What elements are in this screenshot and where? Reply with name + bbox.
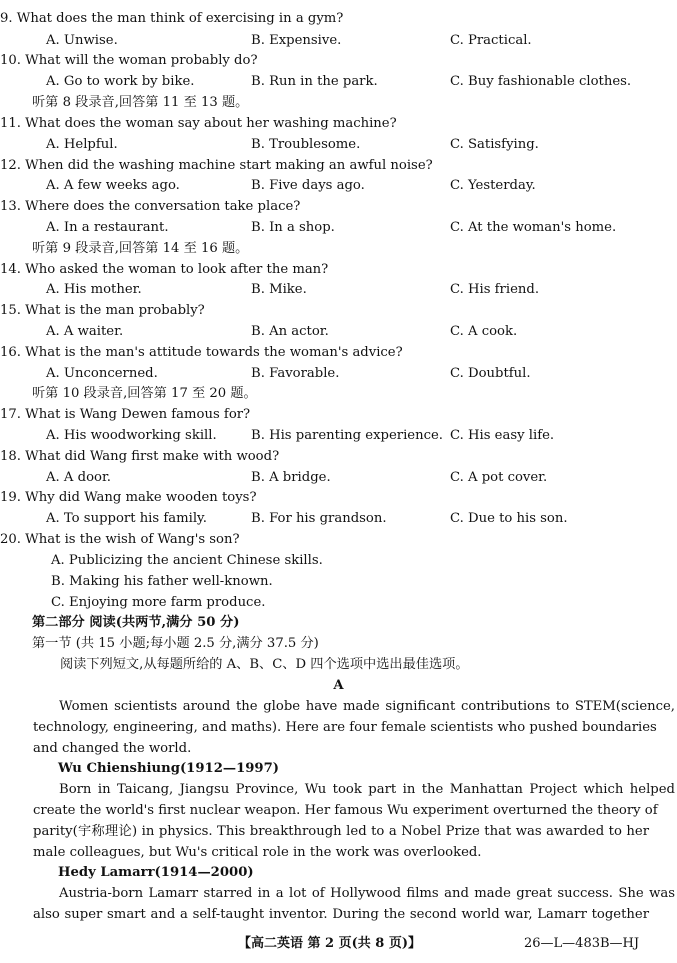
question-text: 11. What does the woman say about her washing machine? — [0, 116, 397, 131]
intro-line: Women scientists around the globe have made significant contributions to STEM(science, — [59, 699, 675, 714]
reading-instruction: 阅读下列短文,从每题所给的 A、B、C、D 四个选项中选出最佳选项。 — [60, 657, 469, 672]
question-9 — [0, 11, 677, 27]
question-16 — [0, 345, 677, 361]
question-10 — [0, 53, 677, 69]
options-9 — [0, 33, 677, 49]
option-b: B. For his grandson. — [251, 511, 387, 526]
option-a: A. Unconcerned. — [46, 366, 158, 381]
option-b: B. Run in the park. — [251, 74, 378, 89]
section-8-heading: 听第 8 段录音,回答第 11 至 13 题。 — [32, 95, 249, 110]
options-14 — [0, 282, 677, 298]
option-c: C. A pot cover. — [450, 470, 548, 485]
question-17 — [0, 407, 677, 423]
question-19 — [0, 490, 677, 506]
hedy-line: also super smart and a self-taught inventor. During the second world war, Lamarr together — [33, 907, 649, 922]
option-a: A. A few weeks ago. — [46, 178, 180, 193]
question-text: 19. Why did Wang make wooden toys? — [0, 490, 257, 505]
question-text: 18. What did Wang first make with wood? — [0, 449, 280, 464]
option-c: C. Buy fashionable clothes. — [450, 74, 632, 89]
question-13 — [0, 199, 677, 215]
question-text: 10. What will the woman probably do? — [0, 53, 258, 68]
wu-line: male colleagues, but Wu's critical role in the work was overlooked. — [33, 845, 482, 860]
question-20 — [0, 532, 677, 548]
options-16 — [0, 366, 677, 382]
option-c: C. A cook. — [450, 324, 518, 339]
passage-label: A — [333, 678, 344, 693]
question-text: 13. Where does the conversation take place? — [0, 199, 301, 214]
option-b: B. Five days ago. — [251, 178, 365, 193]
question-text: 17. What is Wang Dewen famous for? — [0, 407, 251, 422]
option-a: A. Unwise. — [46, 33, 118, 48]
option-b: B. Expensive. — [251, 33, 342, 48]
option-a: A. A waiter. — [46, 324, 124, 339]
question-text: 20. What is the wish of Wang's son? — [0, 532, 240, 547]
question-text: 9. What does the man think of exercising in a gym? — [0, 11, 344, 26]
question-14 — [0, 262, 677, 278]
options-13 — [0, 220, 677, 236]
option-c: C. Yesterday. — [450, 178, 536, 193]
footer-code: 26—L—483B—HJ — [524, 936, 640, 951]
option-b: B. Troublesome. — [251, 137, 361, 152]
options-11 — [0, 137, 677, 153]
option-b: B. Mike. — [251, 282, 307, 297]
option-c: C. Satisfying. — [450, 137, 539, 152]
option-c: C. Doubtful. — [450, 366, 531, 381]
question-text: 15. What is the man probably? — [0, 303, 205, 318]
option-a: A. Go to work by bike. — [46, 74, 195, 89]
hedy-heading: Hedy Lamarr(1914—2000) — [58, 865, 254, 880]
intro-line: and changed the world. — [33, 741, 192, 756]
options-15 — [0, 324, 677, 340]
option-c: C. At the woman's home. — [450, 220, 617, 235]
option-a: A. Helpful. — [46, 137, 118, 152]
option-c: C. Enjoying more farm produce. — [51, 595, 266, 610]
wu-line: Born in Taicang, Jiangsu Province, Wu took part in the Manhattan Project which helped — [59, 782, 675, 797]
option-c: C. His easy life. — [450, 428, 555, 443]
question-text: 16. What is the man's attitude towards the woman's advice? — [0, 345, 403, 360]
intro-line: technology, engineering, and maths). Here are four female scientists who pushed boundaries — [33, 720, 657, 735]
question-text: 12. When did the washing machine start making an awful noise? — [0, 158, 433, 173]
option-b: B. His parenting experience. — [251, 428, 443, 443]
wu-line: create the world's first nuclear weapon. Her famous Wu experiment overturned the theory of — [33, 803, 658, 818]
wu-heading: Wu Chienshiung(1912—1997) — [58, 761, 280, 776]
question-text: 14. Who asked the woman to look after the man? — [0, 262, 329, 277]
option-c: C. His friend. — [450, 282, 540, 297]
option-c: C. Due to his son. — [450, 511, 568, 526]
options-10 — [0, 74, 677, 90]
option-b: B. Making his father well-known. — [51, 574, 273, 589]
question-12 — [0, 158, 677, 174]
option-a: A. To support his family. — [46, 511, 207, 526]
question-11 — [0, 116, 677, 132]
wu-line: parity(宇称理论) in physics. This breakthrough led to a Nobel Prize that was awarded to her — [33, 824, 649, 839]
options-19 — [0, 511, 677, 527]
option-b: B. Favorable. — [251, 366, 340, 381]
option-b: B. An actor. — [251, 324, 329, 339]
options-12 — [0, 178, 677, 194]
options-17 — [0, 428, 677, 444]
section-9-heading: 听第 9 段录音,回答第 14 至 16 题。 — [32, 241, 249, 256]
option-a: A. His mother. — [46, 282, 142, 297]
option-a: A. His woodworking skill. — [46, 428, 217, 443]
option-b: B. A bridge. — [251, 470, 331, 485]
hedy-line: Austria-born Lamarr starred in a lot of Hollywood films and made great success. She was — [59, 886, 675, 901]
section-10-heading: 听第 10 段录音,回答第 17 至 20 题。 — [32, 386, 257, 401]
option-a: A. Publicizing the ancient Chinese skills. — [51, 553, 323, 568]
options-18 — [0, 470, 677, 486]
question-15 — [0, 303, 677, 319]
section-1-title: 第一节 (共 15 小题;每小题 2.5 分,满分 37.5 分) — [32, 636, 319, 651]
option-b: B. In a shop. — [251, 220, 335, 235]
option-c: C. Practical. — [450, 33, 532, 48]
option-a: A. A door. — [46, 470, 111, 485]
part-2-title: 第二部分 阅读(共两节,满分 50 分) — [32, 615, 240, 630]
question-18 — [0, 449, 677, 465]
footer-page-info: 【高二英语 第 2 页(共 8 页)】 — [238, 936, 422, 951]
option-a: A. In a restaurant. — [46, 220, 169, 235]
